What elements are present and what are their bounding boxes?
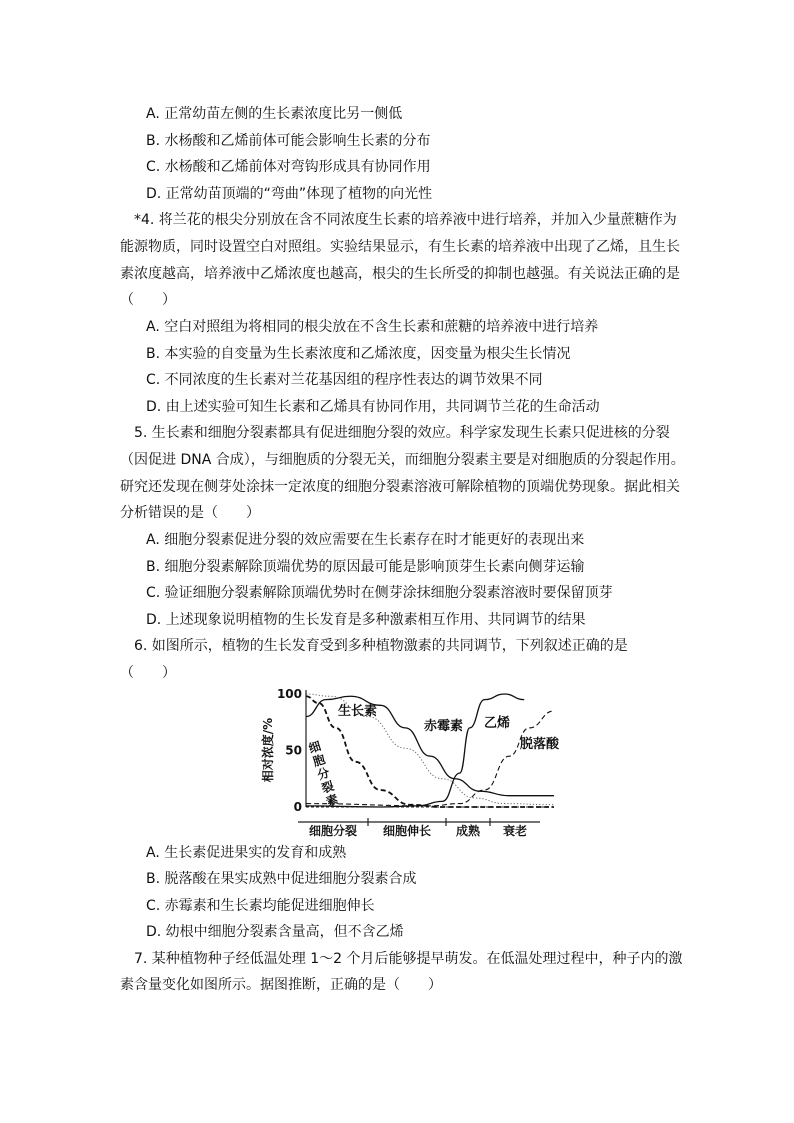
q4-stem-line: （ ） xyxy=(120,292,176,308)
q4-option-c: C. 不同浓度的生长素对兰花基因组的程序性表达的调节效果不同 xyxy=(146,372,543,388)
q6-option-a: A. 生长素促进果实的发育和成熟 xyxy=(146,845,347,861)
q7-stem-line: 7. 某种植物种子经低温处理 1～2 个月后能够提早萌发。在低温处理过程中，种子内的激 xyxy=(134,951,683,967)
series-label-char: 胞 xyxy=(311,752,328,770)
stage-label: 成熟 xyxy=(455,824,481,838)
series-label: 乙烯 xyxy=(484,716,511,731)
series-label xyxy=(307,738,340,809)
series-label: 赤霉素 xyxy=(424,719,464,734)
q5-option-c: C. 验证细胞分裂素解除顶端优势时在侧芽涂抹细胞分裂素溶液时要保留顶芽 xyxy=(146,585,613,601)
q4-option-d: D. 由上述实验可知生长素和乙烯具有协同作用，共同调节兰花的生命活动 xyxy=(146,399,600,415)
stage-label: 细胞伸长 xyxy=(382,824,432,838)
q5-stem-line: 研究还发现在侧芽处涂抹一定浓度的细胞分裂素溶液可解除植物的顶端优势现象。据此相关 xyxy=(120,479,680,495)
hormone-concentration-chart xyxy=(258,682,578,842)
q5-option-a: A. 细胞分裂素促进分裂的效应需要在生长素存在时才能更好的表现出来 xyxy=(146,532,585,548)
y-tick-label: 50 xyxy=(285,743,302,758)
q6-option-c: C. 赤霉素和生长素均能促进细胞伸长 xyxy=(146,898,375,914)
q6-stem-line: 6. 如图所示，植物的生长发育受到多种植物激素的共同调节，下列叙述正确的是 xyxy=(134,638,628,654)
series-label-char: 裂 xyxy=(319,778,336,796)
q7-stem-line: 素含量变化如图所示。据图推断，正确的是（ ） xyxy=(120,977,442,993)
q5-option-d: D. 上述现象说明植物的生长发育是多种激素相互作用、共同调节的结果 xyxy=(146,612,586,628)
q4-option-b: B. 本实验的自变量为生长素浓度和乙烯浓度，因变量为根尖生长情况 xyxy=(146,346,571,362)
q5-stem-line: 5. 生长素和细胞分裂素都具有促进细胞分裂的效应。科学家发现生长素只促进核的分裂 xyxy=(134,425,670,441)
q3-option-b: B. 水杨酸和乙烯前体可能会影响生长素的分布 xyxy=(146,133,431,149)
series-label: 生长素 xyxy=(338,704,378,719)
y-tick-label: 0 xyxy=(293,800,302,814)
series-label-char: 分 xyxy=(315,765,332,783)
q3-option-a: A. 正常幼苗左侧的生长素浓度比另一侧低 xyxy=(146,106,403,122)
series-label-char: 细 xyxy=(306,738,323,756)
q5-option-b: B. 细胞分裂素解除顶端优势的原因最可能是影响顶芽生长素向侧芽运输 xyxy=(146,559,585,575)
q6-option-d: D. 幼根中细胞分裂素含量高，但不含乙烯 xyxy=(146,924,404,940)
series-label-char: 素 xyxy=(324,792,341,810)
series-label: 脱落酸 xyxy=(520,737,560,752)
q5-stem-line: 分析错误的是（ ） xyxy=(120,505,260,521)
stage-label: 衰老 xyxy=(502,824,528,838)
q6-stem-line: （ ） xyxy=(120,665,176,681)
q6-option-b: B. 脱落酸在果实成熟中促进细胞分裂素合成 xyxy=(146,871,417,887)
q4-stem-line: *4. 将兰花的根尖分别放在含不同浓度生长素的培养液中进行培养，并加入少量蔗糖作为 xyxy=(134,212,677,228)
q3-option-d: D. 正常幼苗顶端的“弯曲”体现了植物的向光性 xyxy=(146,186,433,202)
q4-option-a: A. 空白对照组为将相同的根尖放在不含生长素和蔗糖的培养液中进行培养 xyxy=(146,319,599,335)
q4-stem-line: 能源物质，同时设置空白对照组。实验结果显示，有生长素的培养液中出现了乙烯，且生长 xyxy=(120,239,680,255)
stage-label: 细胞分裂 xyxy=(308,824,358,838)
y-tick-label: 100 xyxy=(276,687,302,701)
q3-option-c: C. 水杨酸和乙烯前体对弯钩形成具有协同作用 xyxy=(146,159,431,175)
q5-stem-line: （因促进 DNA 合成），与细胞质的分裂无关，而细胞分裂素主要是对细胞质的分裂起作用。 xyxy=(120,452,685,468)
chart-labels xyxy=(260,687,560,838)
y-axis-label: 相对浓度/% xyxy=(261,717,275,783)
q4-stem-line: 素浓度越高，培养液中乙烯浓度也越高，根尖的生长所受的抑制也越强。有关说法正确的是 xyxy=(120,266,680,282)
